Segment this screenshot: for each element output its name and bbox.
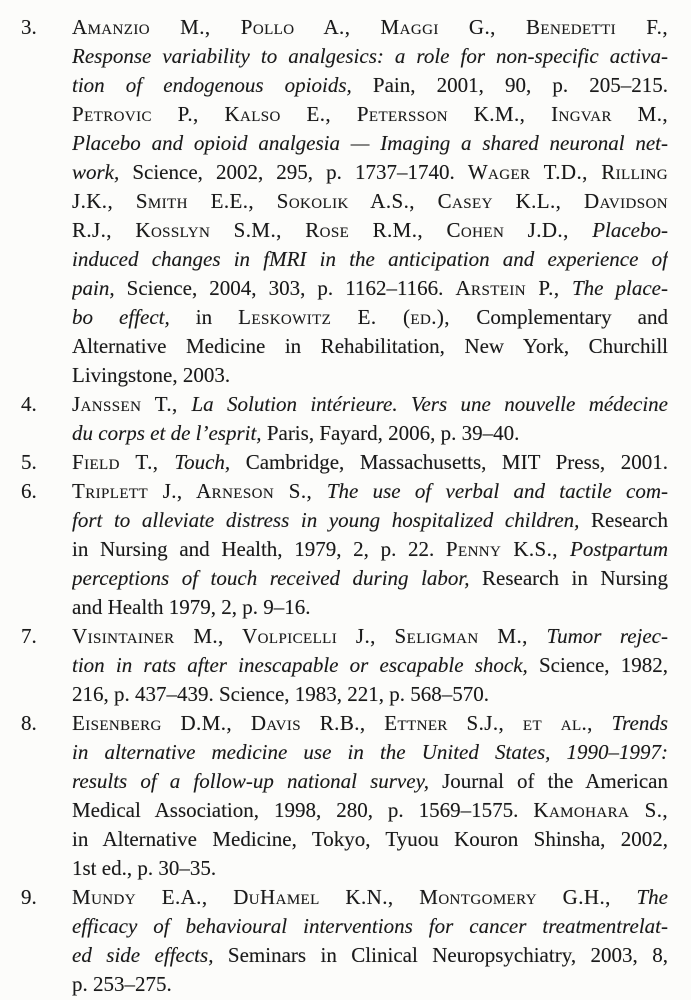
text-segment-smallcaps: Mundy E.A., DuHamel K.N., Montgomery G.H., [72,885,637,909]
text-segment-smallcaps: Amanzio M., Pollo A., Maggi G., Benedetti F., [72,15,668,39]
reference-line [72,477,668,506]
text-segment-regular: Complementary and [476,305,668,329]
reference-body [72,883,668,999]
text-segment-italic: Tumor rejec- [546,624,668,648]
text-segment-smallcaps: Penny K.S., [445,537,570,561]
text-segment-italic: Placebo and opioid analgesia — Imaging a shared neuronal net- [72,131,668,155]
text-segment-italic: pain, [72,276,127,300]
reference-body [72,477,668,622]
reference-line [72,274,668,303]
text-segment-regular: p. 253–275. [72,972,172,996]
reference-item [0,709,691,883]
text-segment-regular: Cambridge, Massachusetts, MIT Press, 2001. [245,450,668,474]
reference-line [72,506,668,535]
text-segment-italic: results of a follow-up national survey, [72,769,443,793]
reference-line [72,390,668,419]
text-segment-smallcaps: Janssen T., [72,392,192,416]
reference-line [72,825,668,854]
text-segment-italic: ed side effects, [72,943,228,967]
reference-number: 4. [21,392,37,416]
reference-number: 9. [21,885,37,909]
reference-line [72,535,668,564]
reference-line [72,854,668,883]
text-segment-smallcaps: Field T., [72,450,175,474]
text-segment-smallcaps: R.J., Kosslyn S.M., Rose R.M., Cohen J.D., [72,218,593,242]
text-segment-italic: Trends [611,711,668,735]
text-segment-italic: La Solution intérieure. Vers une nouvelle médecine [191,392,668,416]
reference-body [72,709,668,883]
reference-list [0,13,691,999]
reference-number: 5. [21,450,37,474]
reference-line [72,13,668,42]
reference-line [72,564,668,593]
text-segment-smallcaps: Eisenberg D.M., Davis R.B., Ettner S.J., et al., [72,711,612,735]
text-segment-italic: Response variability to analgesics: a role for non-specific activa- [72,44,668,68]
text-segment-regular: Paris, Fayard, 2006, p. 39–40. [266,421,520,445]
text-segment-italic: tion of endogenous opioids, [72,73,373,97]
text-segment-italic: du corps et de l’esprit, [72,421,267,445]
reference-line [72,709,668,738]
reference-line [72,216,668,245]
text-segment-italic: induced changes in fMRI in the anticipation and experience of [72,247,668,271]
reference-line [72,419,668,448]
text-segment-smallcaps: J.K., Smith E.E., Sokolik A.S., Casey K.L., Davidson [72,189,668,213]
reference-line [72,970,668,999]
reference-body [72,390,668,448]
text-segment-regular: Research [591,508,668,532]
reference-line [72,912,668,941]
text-segment-smallcaps: Kamohara S., [533,798,668,822]
reference-body [72,13,668,390]
reference-number: 8. [21,711,37,735]
text-segment-italic: work, [72,160,133,184]
reference-item [0,13,691,390]
text-segment-italic: Postpartum [570,537,668,561]
text-segment-regular: Alternative Medicine in Rehabilitation, New York, Churchill [72,334,668,358]
text-segment-italic: perceptions of touch received during labor, [72,566,483,590]
text-segment-regular: in Nursing and Health, 1979, 2, p. 22. [72,537,446,561]
text-segment-smallcaps: Visintainer M., Volpicelli J., Seligman M., [72,624,547,648]
reference-line [72,448,668,477]
text-segment-regular: in Alternative Medicine, Tokyo, Tyuou Kouron Shinsha, 2002, [72,827,668,851]
text-segment-italic: tion in rats after inescapable or escapable shock, [72,653,539,677]
reference-line [72,593,668,622]
text-segment-regular: Science, 2002, 295, p. 1737–1740. [132,160,468,184]
text-segment-regular: Science, 1982, [539,653,668,677]
text-segment-italic: The [636,885,668,909]
text-segment-regular: 1st ed., p. 30–35. [72,856,217,880]
reference-line [72,71,668,100]
text-segment-italic: Touch, [174,450,246,474]
text-segment-italic: in alternative medicine use in the United States, 1990–1997: [72,740,668,764]
reference-line [72,767,668,796]
text-segment-smallcaps: Triplett J., Arneson S., [72,479,327,503]
reference-line [72,332,668,361]
text-segment-smallcaps: Arstein P., [455,276,572,300]
text-segment-regular: Pain, 2001, 90, p. 205–215. [372,73,668,97]
reference-line [72,883,668,912]
reference-line [72,796,668,825]
reference-line [72,680,668,709]
text-segment-regular: Journal of the American [442,769,668,793]
reference-body [72,622,668,709]
text-segment-regular: Research in Nursing [482,566,668,590]
text-segment-smallcaps: Leskowitz E. (ed.), [238,305,477,329]
text-segment-italic: fort to alleviate distress in young hospitalized children, [72,508,592,532]
reference-item [0,477,691,622]
reference-line [72,303,668,332]
text-segment-regular: Medical Association, 1998, 280, p. 1569–1575. [72,798,534,822]
reference-item [0,390,691,448]
reference-item [0,883,691,999]
reference-item [0,448,691,477]
reference-line [72,42,668,71]
text-segment-italic: The use of verbal and tactile com- [326,479,668,503]
reference-line [72,738,668,767]
text-segment-regular: in [195,305,239,329]
text-segment-regular: Science, 2004, 303, p. 1162–1166. [126,276,456,300]
reference-line [72,941,668,970]
reference-line [72,651,668,680]
reference-line [72,187,668,216]
text-segment-regular: and Health 1979, 2, p. 9–16. [72,595,311,619]
text-segment-smallcaps: Petrovic P., Kalso E., Petersson K.M., Ingvar M., [72,102,668,126]
reference-line [72,245,668,274]
reference-line [72,129,668,158]
reference-line [72,158,668,187]
text-segment-italic: The place- [571,276,668,300]
reference-item [0,622,691,709]
text-segment-italic: Placebo- [592,218,668,242]
text-segment-regular: Seminars in Clinical Neuropsychiatry, 2003, 8, [227,943,668,967]
text-segment-italic: efficacy of behavioural interventions for cancer treatmentrelat- [72,914,668,938]
text-segment-regular: 216, p. 437–439. Science, 1983, 221, p. 568–570. [72,682,490,706]
reference-line [72,622,668,651]
reference-number: 3. [21,15,37,39]
text-segment-smallcaps: Wager T.D., Rilling [467,160,668,184]
reference-number: 6. [21,479,37,503]
reference-number: 7. [21,624,37,648]
text-segment-italic: bo effect, [72,305,196,329]
reference-line [72,100,668,129]
reference-body [72,448,668,477]
text-segment-regular: Livingstone, 2003. [72,363,231,387]
reference-line [72,361,668,390]
